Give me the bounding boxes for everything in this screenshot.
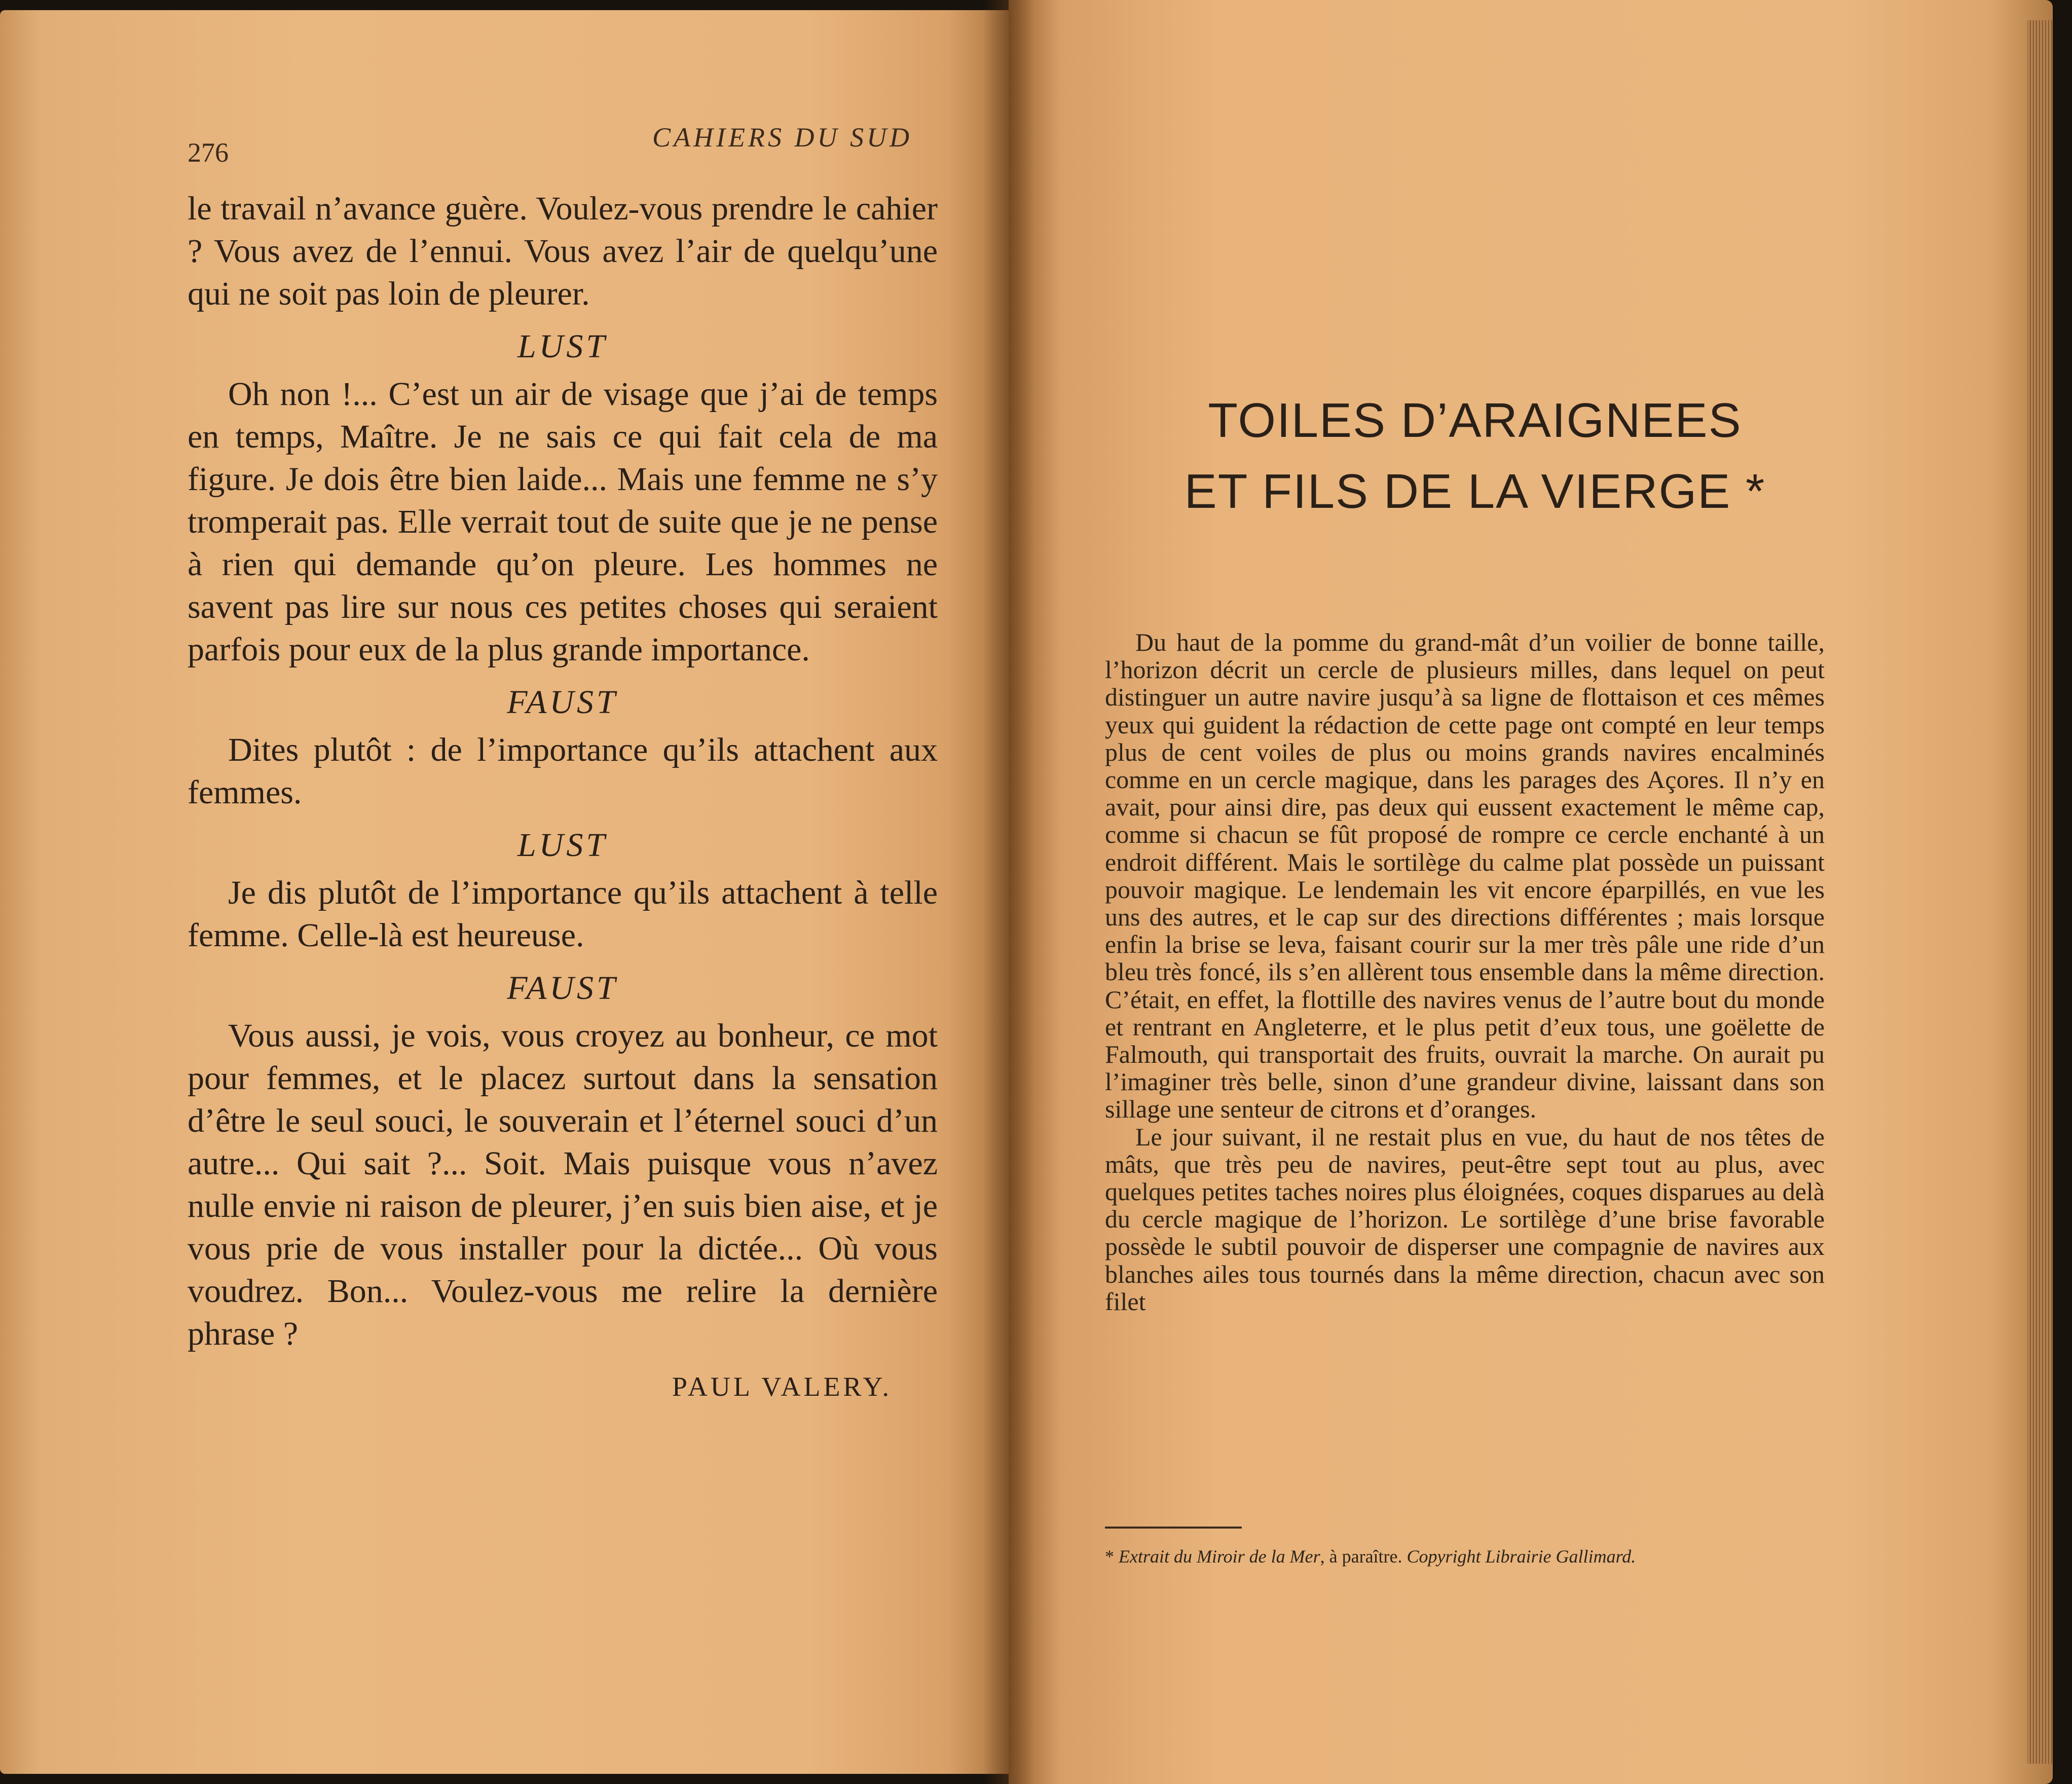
paragraph: Je dis plutôt de l’importance qu’ils attachent à telle femme. Celle-là est heureuse. (188, 874, 938, 954)
running-head (188, 122, 912, 168)
article-title (1105, 385, 1845, 527)
paragraph: Oh non !... C’est un air de visage que j’ai de temps en temps, Maître. Je ne sais ce qui fait cela de ma figure. Je dois être bien laide... Mais une femme ne s’y tromperait pas. Elle verrait tout de suite que je ne pense à rien qui demande qu’on pleure. Les hommes ne savent pas lire sur nous ces petites choses qui seraient parfois pour eux de la plus grande importance. (188, 376, 938, 668)
paragraph: Dites plutôt : de l’importance qu’ils attachent aux femmes. (188, 731, 938, 811)
author-signature: PAUL VALERY. (672, 1371, 892, 1402)
title-text: ET FILS DE LA VIERGE (1184, 464, 1731, 518)
journal-title: CAHIERS DU SUD (652, 122, 912, 153)
page-edges (2027, 20, 2053, 1764)
page-number: 276 (188, 137, 229, 168)
paragraph: Le jour suivant, il ne restait plus en vue, du haut de nos têtes de mâts, que très peu de navires, peut-être sept tout au plus, avec quelques petites taches noires plus éloignées, coques disparues au delà du cercle magique de l’horizon. Le sortilège d’une brise favorable possède le subtil pouvoir de disperser une compagnie de navires aux blanches ailes tous tournés dans la même direction, chacun avec son filet (1105, 1122, 1825, 1316)
speaker-name: LUST (517, 827, 608, 864)
paragraph: Vous aussi, je vois, vous croyez au bonheur, ce mot pour femmes, et le placez surtout dans la sensation d’être le seul souci, le souverain et l’éternel souci d’un autre... Qui sait ?... Soit. Mais puisque vous n’avez nulle envie ni raison de pleurer, j’en suis bien aise, et je vous prie de vous installer pour la dictée... Où vous voudrez. Bon... Voulez-vous me relire la dernière phrase ? (188, 1017, 938, 1352)
book-gutter (983, 0, 1034, 1784)
speaker-name: FAUST (507, 684, 618, 721)
footnote-mark: * (1105, 1546, 1114, 1567)
speaker-name: LUST (517, 328, 608, 365)
article-body (1105, 628, 1825, 1315)
footnote-mark: * (1731, 464, 1766, 518)
dialogue-text (188, 188, 938, 1408)
footnote-prefix: Extrait du (1114, 1546, 1197, 1567)
footnote-suffix: , à paraître. (1320, 1546, 1407, 1567)
footnote-copyright: Copyright Librairie Gallimard. (1407, 1546, 1636, 1567)
paragraph: le travail n’avance guère. Voulez-vous prendre le cahier ? Vous avez de l’ennui. Vous avez l’air de quelqu’une qui ne soit pas loin de pleurer. (188, 190, 938, 312)
title-line: TOILES D’ARAIGNEES (1208, 393, 1742, 448)
footnote-book-title: Miroir de la Mer (1196, 1546, 1320, 1567)
paragraph: Du haut de la pomme du grand-mât d’un voilier de bonne taille, l’horizon décrit un cercle de plusieurs milles, dans lequel on peut distinguer un autre navire jusqu’à sa ligne de flottaison et ces mêmes yeux qui guident la rédaction de cette page ont compté en leur temps plus de cent voiles de plus ou moins grands navires encalminés comme en un cercle magique, dans les parages des Açores. Il n’y en avait, pour ainsi dire, pas deux qui eussent exactement le même cap, comme si chacun se fût proposé de rompre ce cercle enchanté à un endroit différent. Mais le sortilège du calme plat possède un puissant pouvoir magique. Le lendemain les vit encore éparpillés, en vue les uns des autres, et le cap sur des directions différentes ; mais lorsque enfin la brise se leva, faisant courir sur la mer très pâle une ride d’un bleu très foncé, ils s’en allèrent tous ensemble dans la même direction. C’était, en effet, la flottille des navires venus de l’autre bout du monde et rentrant en Angleterre, et le plus petit d’eux tous, une goëlette de Falmouth, qui transportait des fruits, ouvrait la marche. On aurait pu l’imaginer très belle, sinon d’une grandeur divine, laissant dans son sillage une senteur de citrons et d’oranges. (1105, 628, 1825, 1124)
speaker-name: FAUST (507, 970, 618, 1007)
footnote (1105, 1546, 1825, 1567)
footnote-rule (1105, 1527, 1242, 1529)
title-line (1105, 456, 1845, 527)
